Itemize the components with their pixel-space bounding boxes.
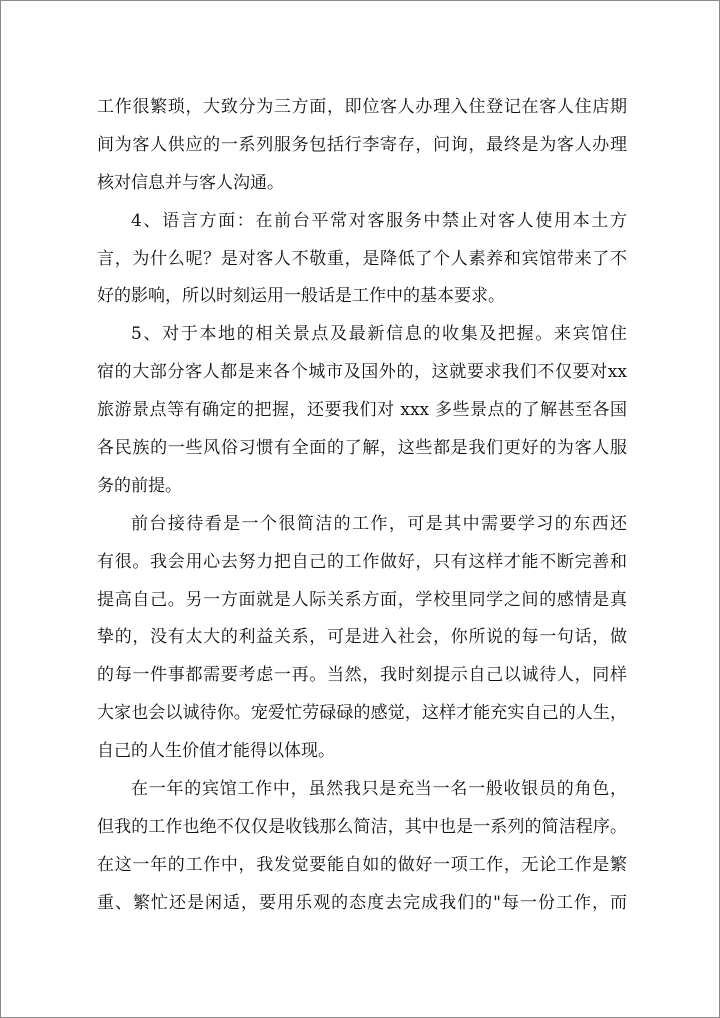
text-line: 自己的人生价值才能得以体现。	[97, 741, 335, 762]
text-line: 工作很繁琐，大致分为三方面，即位客人办理入住登记在客人住店期	[97, 97, 627, 117]
text-line: 重、繁忙还是闲适，要用乐观的态度去完成我们的"每一份工作，而	[97, 892, 627, 913]
text-line: 好的影响，所以时刻运用一般话是工作中的基本要求。	[97, 286, 505, 307]
text-line: 但我的工作也绝不仅仅是收钱那么简洁，其中也是一系列的简洁程序。	[97, 816, 627, 837]
text-line: 大家也会以诚待你。宠爱忙劳碌碌的感觉，这样才能充实自己的人生，	[97, 703, 627, 724]
text-line: 5、对于本地的相关景点及最新信息的收集及把握。来宾馆住	[131, 324, 627, 345]
text-line: 各民族的一些风俗习惯有全面的了解，这些都是我们更好的为客人服	[97, 438, 627, 459]
text-line: 旅游景点等有确定的把握，还要我们对 xxx 多些景点的了解甚至各国	[97, 400, 627, 421]
text-line: 务的前提。	[97, 475, 182, 496]
text-line: 在这一年的工作中，我发觉要能自如的做好一项工作，无论工作是繁	[97, 854, 627, 875]
text-line: 前台接待看是一个很简洁的工作，可是其中需要学习的东西还	[131, 513, 627, 534]
text-line: 4、语言方面：在前台平常对客服务中禁止对客人使用本土方	[131, 210, 627, 231]
text-line: 宿的大部分客人都是来各个城市及国外的，这就要求我们不仅要对xx	[97, 362, 627, 383]
text-line: 挚的，没有太大的利益关系，可是进入社会，你所说的每一句话，做	[97, 627, 627, 648]
document-body	[97, 89, 627, 923]
text-line: 在一年的宾馆工作中，虽然我只是充当一名一般收银员的角色，	[131, 779, 627, 800]
text-line: 提高自己。另一方面就是人际关系方面，学校里同学之间的感情是真	[97, 589, 627, 610]
text-line: 言，为什么呢？是对客人不敬重，是降低了个人素养和宾馆带来了不	[97, 248, 627, 269]
text-line: 的每一件事都需要考虑一再。当然，我时刻提示自己以诚待人，同样	[97, 665, 627, 686]
text-line: 间为客人供应的一系列服务包括行李寄存，问询，最终是为客人办理	[97, 134, 627, 155]
text-line: 有很。我会用心去努力把自己的工作做好，只有这样才能不断完善和	[97, 551, 627, 572]
text-line: 核对信息并与客人沟通。	[97, 172, 284, 193]
